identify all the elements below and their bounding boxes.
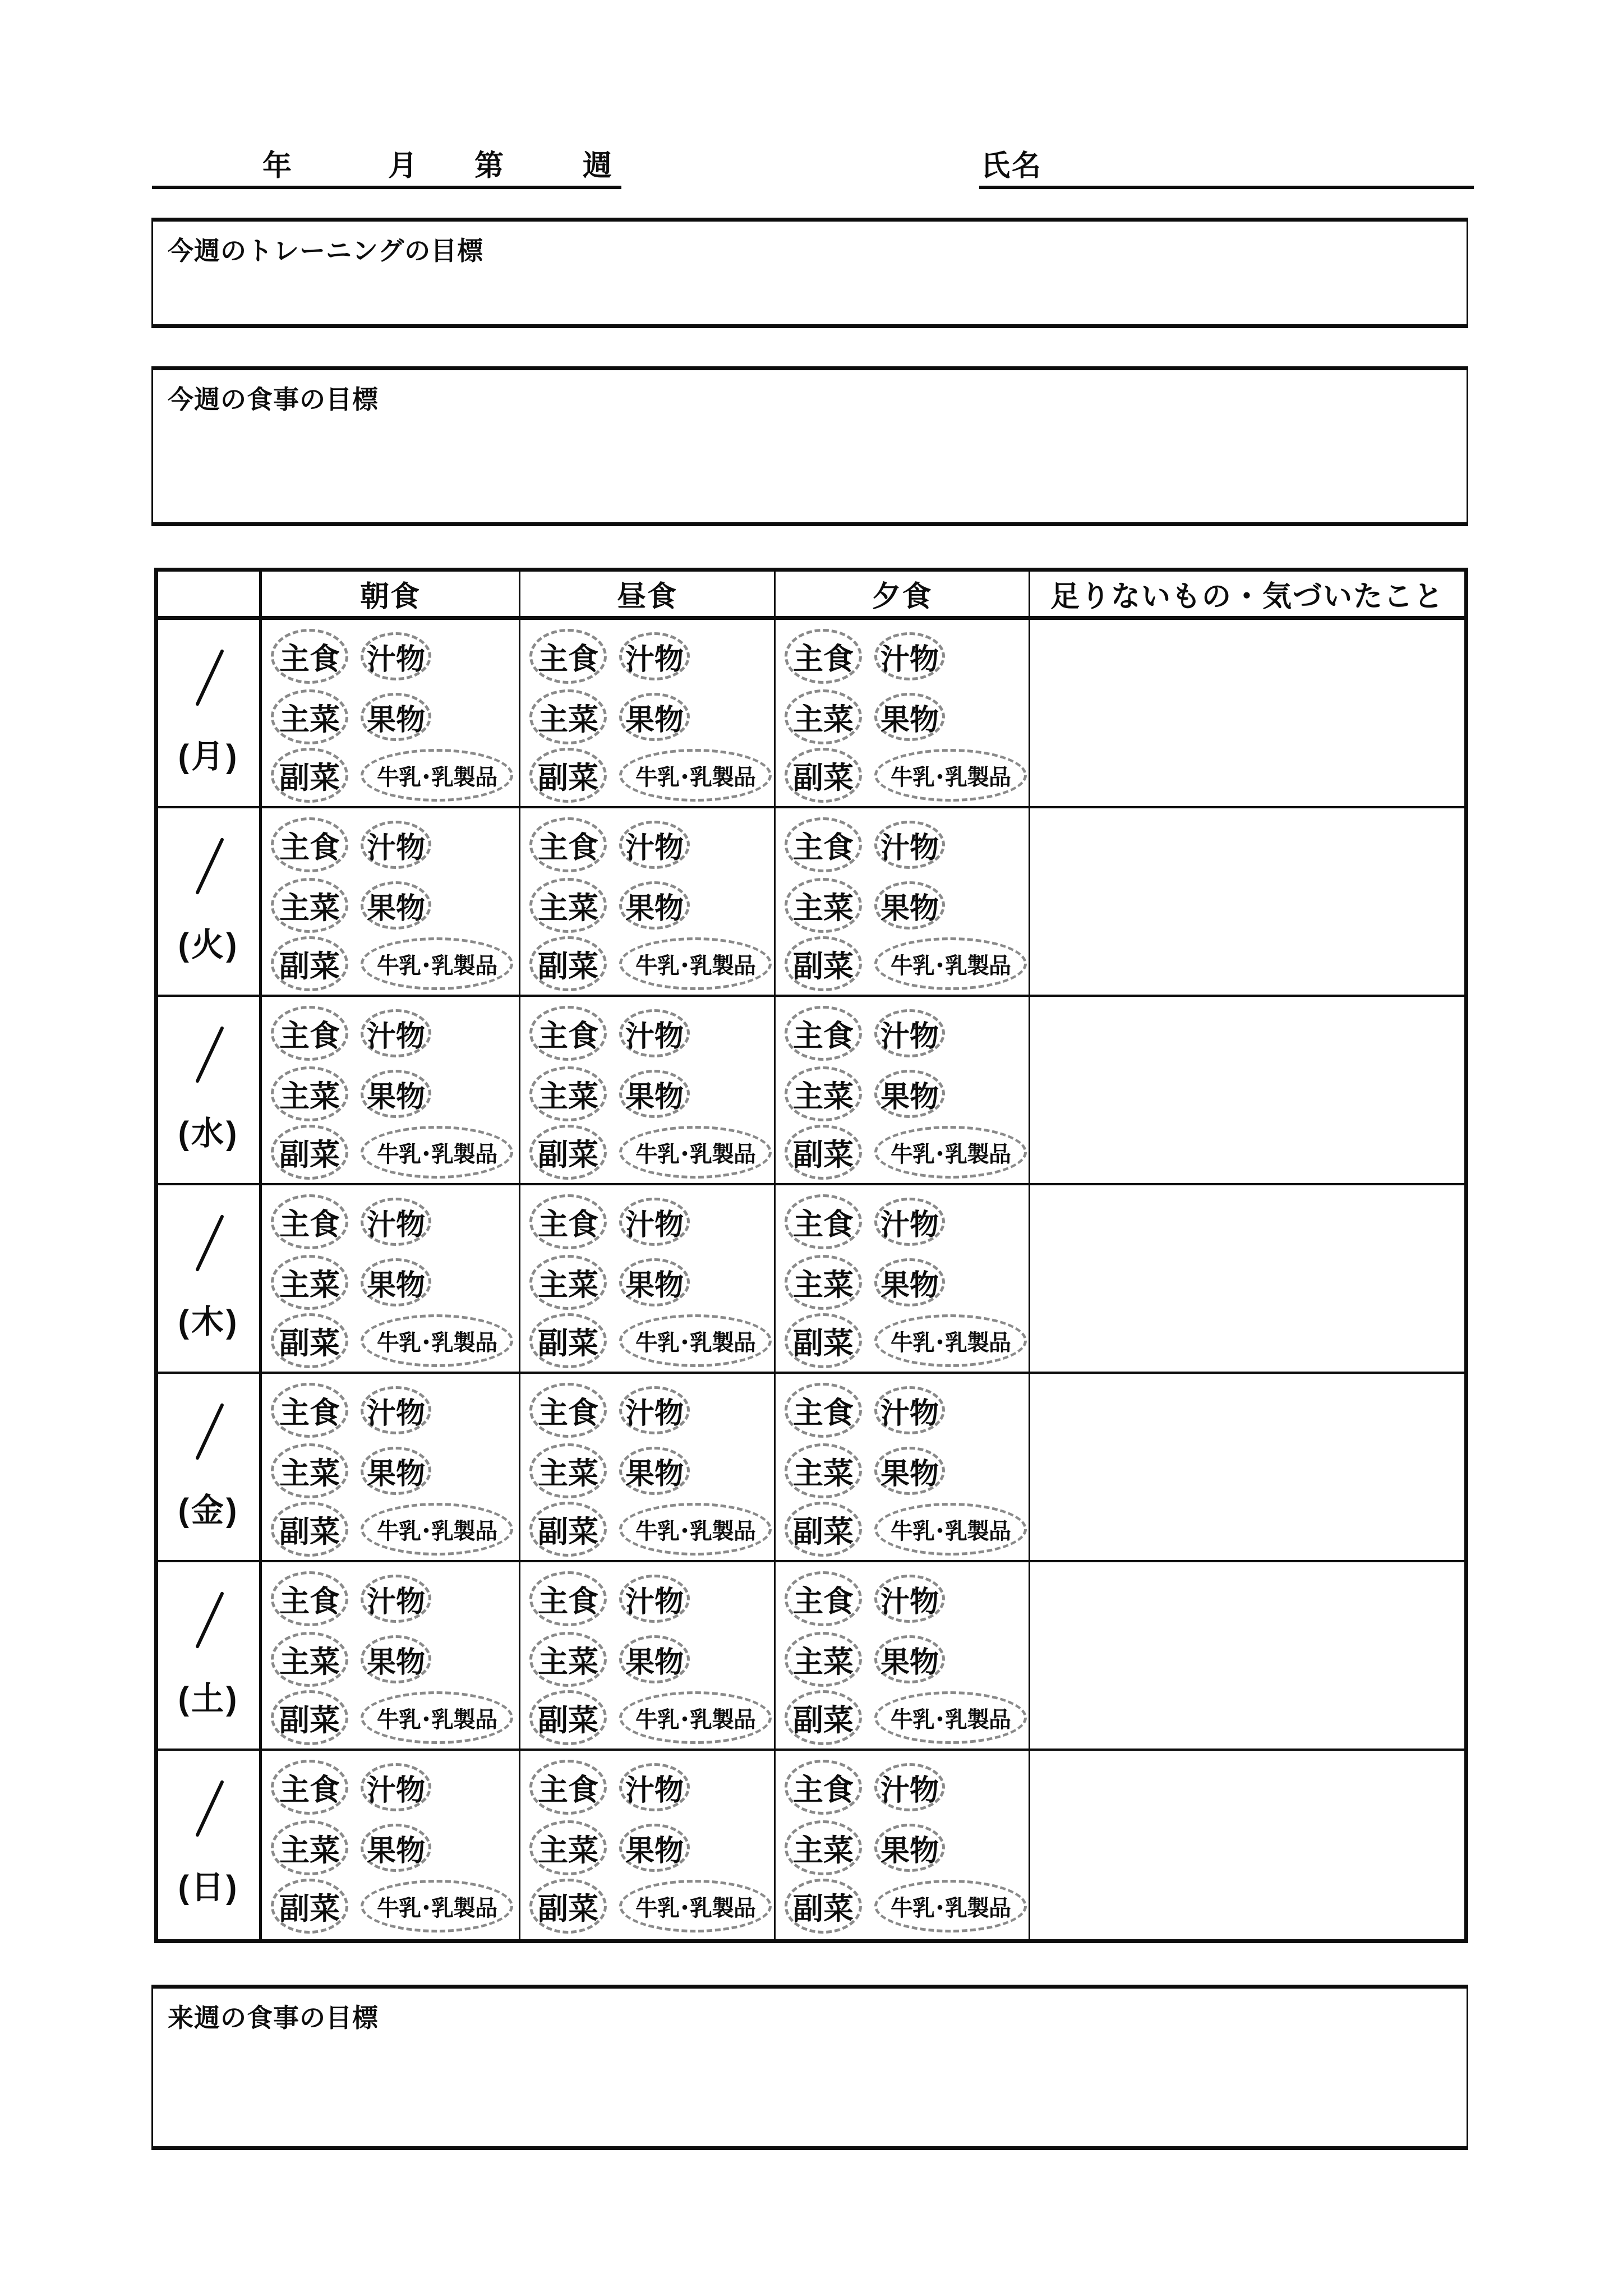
option-soup[interactable]: 汁物 [874, 1386, 945, 1434]
option-side-dish[interactable]: 副菜 [785, 936, 862, 991]
option-soup[interactable]: 汁物 [874, 1009, 945, 1057]
day-cell-sat[interactable] [158, 1562, 262, 1751]
option-staple[interactable]: 主食 [529, 1760, 607, 1815]
option-soup[interactable]: 汁物 [361, 821, 431, 869]
notes-cell-fri[interactable] [1030, 1374, 1464, 1562]
option-side-dish[interactable]: 副菜 [529, 936, 607, 991]
option-side-dish[interactable]: 副菜 [271, 748, 348, 803]
notes-cell-thu[interactable] [1030, 1185, 1464, 1374]
option-soup[interactable]: 汁物 [361, 1009, 431, 1057]
option-staple[interactable]: 主食 [271, 1760, 348, 1815]
option-fruit[interactable]: 果物 [619, 881, 690, 930]
lunch-cell-sat [520, 1562, 776, 1751]
notes-cell-sun[interactable] [1030, 1751, 1464, 1939]
option-side-dish[interactable]: 副菜 [271, 1125, 348, 1180]
breakfast-cell-sun [262, 1751, 520, 1939]
option-fruit[interactable]: 果物 [619, 693, 690, 741]
option-main-dish[interactable]: 主菜 [785, 1066, 862, 1121]
option-milk-dairy[interactable]: 牛乳･乳製品 [361, 749, 513, 802]
option-main-dish[interactable]: 主菜 [785, 1632, 862, 1687]
option-main-dish[interactable]: 主菜 [529, 1066, 607, 1121]
lunch-cell-tue [520, 808, 776, 997]
dinner-cell-sun [776, 1751, 1030, 1939]
option-side-dish[interactable]: 副菜 [271, 936, 348, 991]
option-soup[interactable]: 汁物 [361, 1386, 431, 1434]
option-staple[interactable]: 主食 [271, 1383, 348, 1438]
dinner-column-header: 夕食 [776, 572, 1030, 620]
year-label: 年 [262, 150, 292, 182]
option-main-dish[interactable]: 主菜 [271, 1632, 348, 1687]
option-main-dish[interactable]: 主菜 [785, 1820, 862, 1875]
day-cell-tue[interactable] [158, 808, 262, 997]
option-side-dish[interactable]: 副菜 [271, 1690, 348, 1745]
day-of-week-label: (木) [178, 1304, 239, 1340]
option-soup[interactable]: 汁物 [619, 1009, 690, 1057]
day-of-week-label: (金) [178, 1492, 239, 1529]
option-main-dish[interactable]: 主菜 [271, 1066, 348, 1121]
date-slash-mark [195, 838, 224, 895]
option-staple[interactable]: 主食 [529, 817, 607, 872]
option-staple[interactable]: 主食 [529, 1383, 607, 1438]
option-staple[interactable]: 主食 [785, 1006, 862, 1061]
option-side-dish[interactable]: 副菜 [785, 748, 862, 803]
option-side-dish[interactable]: 副菜 [529, 748, 607, 803]
option-side-dish[interactable]: 副菜 [529, 1879, 607, 1934]
breakfast-cell-thu [262, 1185, 520, 1374]
breakfast-cell-mon [262, 620, 520, 808]
option-side-dish[interactable]: 副菜 [785, 1690, 862, 1745]
notes-cell-wed[interactable] [1030, 997, 1464, 1185]
option-soup[interactable]: 汁物 [874, 1575, 945, 1623]
lunch-cell-thu [520, 1185, 776, 1374]
day-of-week-label: (土) [178, 1681, 239, 1717]
option-fruit[interactable]: 果物 [619, 1447, 690, 1495]
option-milk-dairy[interactable]: 牛乳･乳製品 [874, 937, 1027, 990]
option-milk-dairy[interactable]: 牛乳･乳製品 [361, 1126, 513, 1179]
option-milk-dairy[interactable]: 牛乳･乳製品 [874, 1314, 1027, 1367]
option-staple[interactable]: 主食 [785, 1760, 862, 1815]
option-soup[interactable]: 汁物 [874, 821, 945, 869]
day-of-week-label: (日) [178, 1869, 239, 1906]
option-fruit[interactable]: 果物 [874, 881, 945, 930]
option-side-dish[interactable]: 副菜 [271, 1313, 348, 1368]
option-main-dish[interactable]: 主菜 [271, 1255, 348, 1310]
breakfast-cell-wed [262, 997, 520, 1185]
option-fruit[interactable]: 果物 [361, 1635, 431, 1683]
date-slash-mark [195, 1780, 224, 1837]
option-soup[interactable]: 汁物 [619, 1386, 690, 1434]
notes-cell-tue[interactable] [1030, 808, 1464, 997]
day-cell-sun[interactable] [158, 1751, 262, 1939]
option-side-dish[interactable]: 副菜 [785, 1502, 862, 1557]
next-week-goal-box[interactable] [151, 1985, 1468, 2150]
option-side-dish[interactable]: 副菜 [529, 1125, 607, 1180]
notes-cell-sat[interactable] [1030, 1562, 1464, 1751]
option-staple[interactable]: 主食 [271, 629, 348, 684]
option-milk-dairy[interactable]: 牛乳･乳製品 [619, 1314, 772, 1367]
option-soup[interactable]: 汁物 [619, 1198, 690, 1246]
date-slash-mark [195, 1026, 224, 1083]
training-goal-box[interactable] [151, 218, 1468, 328]
dinner-cell-thu [776, 1185, 1030, 1374]
lunch-cell-sun [520, 1751, 776, 1939]
meal-goal-label: 今週の食事の目標 [168, 385, 379, 414]
day-cell-wed[interactable] [158, 997, 262, 1185]
day-cell-mon[interactable] [158, 620, 262, 808]
option-fruit[interactable]: 果物 [874, 1070, 945, 1118]
lunch-cell-fri [520, 1374, 776, 1562]
option-milk-dairy[interactable]: 牛乳･乳製品 [874, 1691, 1027, 1744]
option-fruit[interactable]: 果物 [361, 1447, 431, 1495]
option-main-dish[interactable]: 主菜 [785, 689, 862, 744]
option-staple[interactable]: 主食 [785, 817, 862, 872]
option-staple[interactable]: 主食 [271, 1571, 348, 1626]
option-milk-dairy[interactable]: 牛乳･乳製品 [874, 749, 1027, 802]
option-staple[interactable]: 主食 [529, 629, 607, 684]
option-fruit[interactable]: 果物 [619, 1635, 690, 1683]
option-staple[interactable]: 主食 [271, 1194, 348, 1249]
option-milk-dairy[interactable]: 牛乳･乳製品 [619, 1503, 772, 1556]
option-main-dish[interactable]: 主菜 [529, 1632, 607, 1687]
training-goal-label: 今週のトレーニングの目標 [168, 236, 484, 265]
option-soup[interactable]: 汁物 [619, 821, 690, 869]
option-staple[interactable]: 主食 [785, 629, 862, 684]
option-soup[interactable]: 汁物 [361, 632, 431, 680]
option-staple[interactable]: 主食 [271, 817, 348, 872]
date-blank-line[interactable] [152, 186, 621, 189]
option-main-dish[interactable]: 主菜 [529, 1820, 607, 1875]
dinner-cell-tue [776, 808, 1030, 997]
option-main-dish[interactable]: 主菜 [529, 1443, 607, 1498]
date-slash-mark [195, 1214, 224, 1272]
day-cell-thu[interactable] [158, 1185, 262, 1374]
option-fruit[interactable]: 果物 [619, 1824, 690, 1872]
notes-cell-mon[interactable] [1030, 620, 1464, 808]
option-side-dish[interactable]: 副菜 [529, 1690, 607, 1745]
option-main-dish[interactable]: 主菜 [271, 1820, 348, 1875]
option-milk-dairy[interactable]: 牛乳･乳製品 [361, 1503, 513, 1556]
option-milk-dairy[interactable]: 牛乳･乳製品 [361, 1880, 513, 1932]
meal-goal-box[interactable] [151, 366, 1468, 526]
option-fruit[interactable]: 果物 [361, 1258, 431, 1306]
option-fruit[interactable]: 果物 [361, 1070, 431, 1118]
option-fruit[interactable]: 果物 [361, 1824, 431, 1872]
option-side-dish[interactable]: 副菜 [271, 1502, 348, 1557]
name-blank-line[interactable] [979, 186, 1474, 189]
option-soup[interactable]: 汁物 [619, 1575, 690, 1623]
lunch-column-header: 昼食 [520, 572, 776, 620]
option-main-dish[interactable]: 主菜 [785, 878, 862, 933]
meal-log-table [154, 568, 1468, 1943]
date-slash-mark [195, 1591, 224, 1649]
option-fruit[interactable]: 果物 [619, 1258, 690, 1306]
option-side-dish[interactable]: 副菜 [785, 1879, 862, 1934]
option-staple[interactable]: 主食 [529, 1571, 607, 1626]
option-soup[interactable]: 汁物 [361, 1198, 431, 1246]
option-fruit[interactable]: 果物 [619, 1070, 690, 1118]
option-side-dish[interactable]: 副菜 [529, 1313, 607, 1368]
breakfast-column-header: 朝食 [262, 572, 520, 620]
next-week-goal-label: 来週の食事の目標 [168, 2003, 379, 2032]
option-main-dish[interactable]: 主菜 [271, 878, 348, 933]
week-label: 週 [583, 150, 612, 182]
option-milk-dairy[interactable]: 牛乳･乳製品 [619, 937, 772, 990]
option-staple[interactable]: 主食 [785, 1383, 862, 1438]
dinner-cell-sat [776, 1562, 1030, 1751]
option-fruit[interactable]: 果物 [874, 1824, 945, 1872]
dinner-cell-fri [776, 1374, 1030, 1562]
option-milk-dairy[interactable]: 牛乳･乳製品 [619, 1691, 772, 1744]
option-milk-dairy[interactable]: 牛乳･乳製品 [619, 749, 772, 802]
option-milk-dairy[interactable]: 牛乳･乳製品 [619, 1126, 772, 1179]
option-main-dish[interactable]: 主菜 [785, 1443, 862, 1498]
option-main-dish[interactable]: 主菜 [785, 1255, 862, 1310]
date-slash-mark [195, 649, 224, 706]
option-soup[interactable]: 汁物 [874, 632, 945, 680]
dinner-cell-wed [776, 997, 1030, 1185]
notes-column-header: 足りないもの・気づいたこと [1030, 572, 1464, 620]
option-soup[interactable]: 汁物 [619, 632, 690, 680]
option-staple[interactable]: 主食 [785, 1571, 862, 1626]
option-main-dish[interactable]: 主菜 [529, 1255, 607, 1310]
option-staple[interactable]: 主食 [271, 1006, 348, 1061]
date-slash-mark [195, 1403, 224, 1460]
option-soup[interactable]: 汁物 [361, 1575, 431, 1623]
option-fruit[interactable]: 果物 [874, 693, 945, 741]
option-fruit[interactable]: 果物 [874, 1447, 945, 1495]
lunch-cell-mon [520, 620, 776, 808]
day-column-header [158, 572, 262, 620]
option-soup[interactable]: 汁物 [619, 1763, 690, 1811]
option-side-dish[interactable]: 副菜 [785, 1125, 862, 1180]
option-milk-dairy[interactable]: 牛乳･乳製品 [874, 1880, 1027, 1932]
option-soup[interactable]: 汁物 [874, 1198, 945, 1246]
option-side-dish[interactable]: 副菜 [271, 1879, 348, 1934]
day-of-week-label: (火) [178, 927, 239, 963]
option-fruit[interactable]: 果物 [874, 1258, 945, 1306]
option-main-dish[interactable]: 主菜 [529, 878, 607, 933]
day-cell-fri[interactable] [158, 1374, 262, 1562]
option-milk-dairy[interactable]: 牛乳･乳製品 [619, 1880, 772, 1932]
day-of-week-label: (水) [178, 1115, 239, 1152]
name-label: 氏名 [981, 150, 1043, 182]
option-fruit[interactable]: 果物 [361, 881, 431, 930]
day-of-week-label: (月) [178, 738, 239, 775]
lunch-cell-wed [520, 997, 776, 1185]
option-milk-dairy[interactable]: 牛乳･乳製品 [361, 937, 513, 990]
option-milk-dairy[interactable]: 牛乳･乳製品 [874, 1503, 1027, 1556]
option-main-dish[interactable]: 主菜 [529, 689, 607, 744]
option-milk-dairy[interactable]: 牛乳･乳製品 [361, 1691, 513, 1744]
option-milk-dairy[interactable]: 牛乳･乳製品 [874, 1126, 1027, 1179]
month-label: 月 [388, 150, 418, 182]
week-ordinal-label: 第 [474, 150, 504, 182]
dinner-cell-mon [776, 620, 1030, 808]
option-side-dish[interactable]: 副菜 [785, 1313, 862, 1368]
breakfast-cell-fri [262, 1374, 520, 1562]
option-fruit[interactable]: 果物 [361, 693, 431, 741]
option-soup[interactable]: 汁物 [361, 1763, 431, 1811]
breakfast-cell-tue [262, 808, 520, 997]
option-milk-dairy[interactable]: 牛乳･乳製品 [361, 1314, 513, 1367]
option-staple[interactable]: 主食 [785, 1194, 862, 1249]
option-soup[interactable]: 汁物 [874, 1763, 945, 1811]
option-side-dish[interactable]: 副菜 [529, 1502, 607, 1557]
option-main-dish[interactable]: 主菜 [271, 1443, 348, 1498]
option-staple[interactable]: 主食 [529, 1194, 607, 1249]
option-fruit[interactable]: 果物 [874, 1635, 945, 1683]
option-main-dish[interactable]: 主菜 [271, 689, 348, 744]
option-staple[interactable]: 主食 [529, 1006, 607, 1061]
breakfast-cell-sat [262, 1562, 520, 1751]
